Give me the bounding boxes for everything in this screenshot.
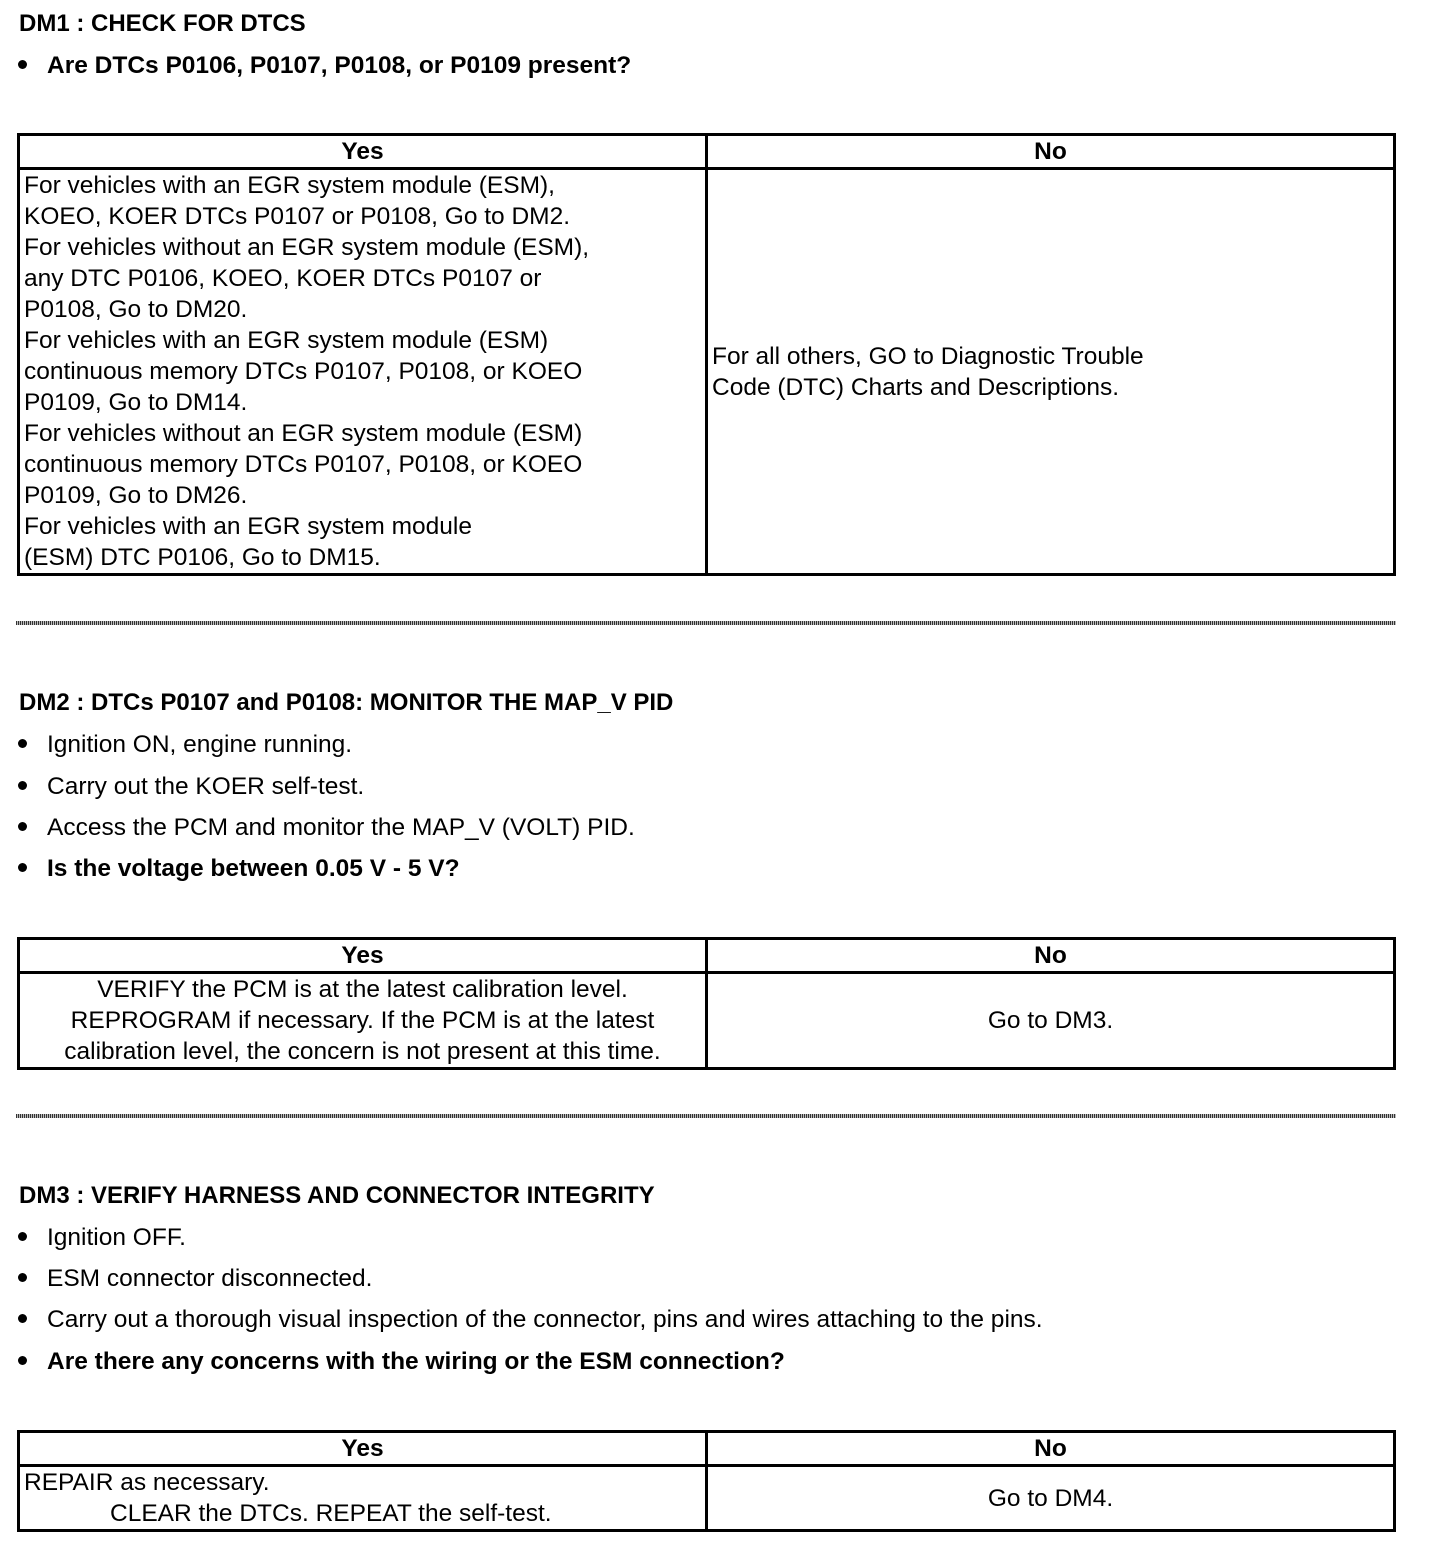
bullet-icon: [18, 1232, 27, 1241]
cell-line: calibration level, the concern is not present at this time.: [64, 1038, 661, 1065]
question-text: Are DTCs P0106, P0107, P0108, or P0109 present?: [47, 52, 632, 79]
dm3-step: [18, 1306, 1043, 1334]
question-text: Are there any concerns with the wiring or the ESM connection?: [47, 1348, 785, 1375]
step-text: ESM connector disconnected.: [47, 1265, 373, 1292]
bullet-icon: [18, 739, 27, 748]
cell-line: For vehicles with an EGR system module (ESM),: [24, 172, 555, 199]
bullet-icon: [18, 1356, 27, 1365]
cell-line: For vehicles with an EGR system module (ESM): [24, 327, 549, 354]
cell-line: KOEO, KOER DTCs P0107 or P0108, Go to DM2.: [24, 203, 571, 230]
cell-line: any DTC P0106, KOEO, KOER DTCs P0107 or: [24, 265, 542, 292]
dm2-heading: DM2 : DTCs P0107 and P0108: MONITOR THE MAP_V PID: [19, 689, 674, 716]
dm2-yes-cell: [19, 973, 707, 1069]
dm2-no-cell: Go to DM3.: [707, 973, 1395, 1069]
cell-line: CLEAR the DTCs. REPEAT the self-test.: [110, 1500, 552, 1527]
dm3-no-cell: Go to DM4.: [707, 1466, 1395, 1531]
dm3-heading: DM3 : VERIFY HARNESS AND CONNECTOR INTEGRITY: [19, 1182, 655, 1209]
dm2-step: [18, 731, 352, 759]
step-text: Ignition OFF.: [47, 1224, 186, 1251]
yes-header: Yes: [19, 1432, 707, 1466]
dm2-question: [18, 855, 460, 883]
dm3-step: [18, 1265, 373, 1293]
bullet-icon: [18, 60, 27, 69]
bullet-icon: [18, 822, 27, 831]
dm2-table: [17, 937, 1396, 1070]
dm3-yes-cell: [19, 1466, 707, 1531]
section-divider: [16, 621, 1396, 625]
cell-line: REPROGRAM if necessary. If the PCM is at the latest: [70, 1007, 655, 1034]
dm1-heading: DM1 : CHECK FOR DTCS: [19, 10, 306, 37]
bullet-icon: [18, 781, 27, 790]
cell-line: For all others, GO to Diagnostic Trouble: [712, 342, 1144, 370]
no-header: No: [707, 1432, 1395, 1466]
dm2-step: [18, 814, 635, 842]
dm1-no-cell: [707, 169, 1395, 575]
step-text: Ignition ON, engine running.: [47, 731, 353, 758]
cell-line: P0109, Go to DM14.: [24, 389, 248, 416]
dm1-yes-cell: [19, 169, 707, 575]
question-text: Is the voltage between 0.05 V - 5 V?: [47, 855, 460, 882]
dm2-step: [18, 773, 364, 801]
cell-line: (ESM) DTC P0106, Go to DM15.: [24, 544, 381, 571]
cell-line: VERIFY the PCM is at the latest calibration level.: [97, 976, 628, 1003]
yes-header: Yes: [19, 135, 707, 169]
bullet-icon: [18, 863, 27, 872]
bullet-icon: [18, 1273, 27, 1282]
cell-line: continuous memory DTCs P0107, P0108, or KOEO: [24, 358, 583, 385]
step-text: Carry out a thorough visual inspection of the connector, pins and wires attaching to the pins.: [47, 1306, 1043, 1333]
cell-line: For vehicles with an EGR system module: [24, 513, 472, 540]
dm3-table: [17, 1430, 1396, 1532]
cell-line: For vehicles without an EGR system module (ESM),: [24, 234, 590, 261]
step-text: Access the PCM and monitor the MAP_V (VOLT) PID.: [47, 814, 635, 841]
no-header: No: [707, 939, 1395, 973]
no-header: No: [707, 135, 1395, 169]
dm3-step: [18, 1224, 186, 1252]
cell-line: continuous memory DTCs P0107, P0108, or KOEO: [24, 451, 583, 478]
yes-header: Yes: [19, 939, 707, 973]
dm1-table: [17, 133, 1396, 576]
cell-line: For vehicles without an EGR system module (ESM): [24, 420, 583, 447]
cell-line: Code (DTC) Charts and Descriptions.: [712, 373, 1120, 401]
step-text: Carry out the KOER self-test.: [47, 773, 365, 800]
dm1-question: [18, 52, 631, 80]
bullet-icon: [18, 1314, 27, 1323]
cell-line: P0108, Go to DM20.: [24, 296, 248, 323]
dm3-question: [18, 1348, 785, 1376]
section-divider: [16, 1114, 1396, 1118]
cell-line: REPAIR as necessary.: [24, 1469, 270, 1496]
cell-line: P0109, Go to DM26.: [24, 482, 248, 509]
